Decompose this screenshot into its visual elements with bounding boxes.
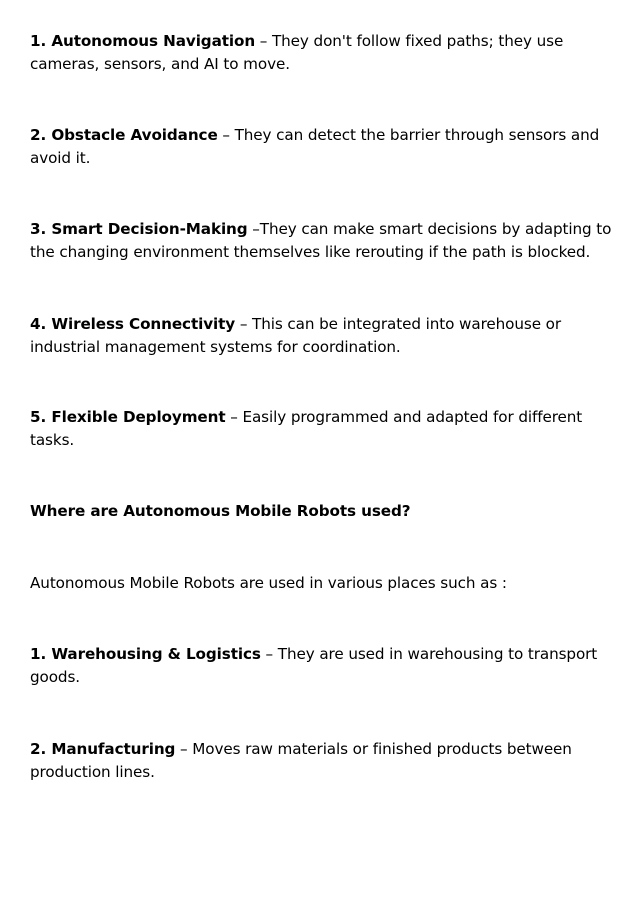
section-intro: Autonomous Mobile Robots are used in various places such as :: [30, 574, 507, 592]
feature-title: 5. Flexible Deployment: [30, 408, 226, 426]
feature-title: 1. Autonomous Navigation: [30, 32, 256, 50]
feature-wireless-connectivity: [30, 313, 620, 359]
use-text: – They are used in warehousing to transport goods.: [30, 645, 598, 686]
feature-obstacle-avoidance: [30, 124, 620, 170]
use-text: – Moves raw materials or finished products between production lines.: [30, 740, 572, 781]
feature-text: – They don't follow fixed paths; they use cameras, sensors, and AI to move.: [30, 32, 564, 73]
feature-text: – This can be integrated into warehouse or industrial management systems for coordination.: [30, 315, 561, 356]
feature-smart-decision-making: [30, 218, 620, 264]
feature-text: –They can make smart decisions by adapting to the changing environment themselves like rerouting if the path is blocked.: [30, 220, 612, 261]
feature-flexible-deployment: [30, 406, 620, 452]
feature-title: 4. Wireless Connectivity: [30, 315, 236, 333]
feature-title: 3. Smart Decision-Making: [30, 220, 248, 238]
feature-text: – They can detect the barrier through sensors and avoid it.: [30, 126, 600, 167]
section-heading: Where are Autonomous Mobile Robots used?: [30, 502, 411, 520]
use-manufacturing: [30, 738, 620, 784]
feature-title: 2. Obstacle Avoidance: [30, 126, 218, 144]
feature-text: – Easily programmed and adapted for different tasks.: [30, 408, 583, 449]
feature-autonomous-navigation: [30, 30, 620, 76]
use-title: 1. Warehousing & Logistics: [30, 645, 261, 663]
use-warehousing-logistics: [30, 643, 620, 689]
use-title: 2. Manufacturing: [30, 740, 176, 758]
